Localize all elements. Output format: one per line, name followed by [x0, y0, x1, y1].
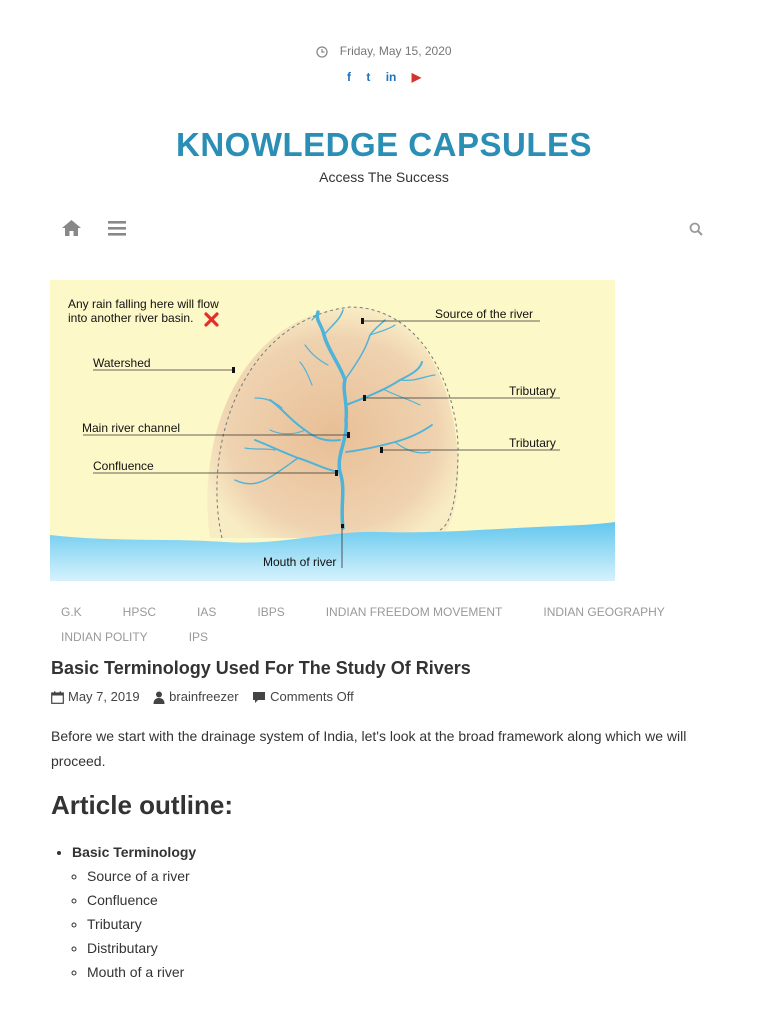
list-item: ◦ Confluence — [87, 888, 196, 912]
list-item — [72, 840, 196, 984]
hamburger-menu-icon[interactable] — [108, 221, 126, 236]
post-meta — [51, 689, 354, 704]
site-tagline: Access The Success — [319, 169, 449, 185]
user-icon — [153, 691, 165, 704]
label-watershed: Watershed — [93, 356, 151, 370]
current-date: Friday, May 15, 2020 — [339, 44, 452, 58]
label-confluence: Confluence — [93, 459, 154, 473]
label-source: Source of the river — [435, 307, 534, 321]
post-author[interactable]: brainfreezer — [169, 689, 239, 704]
clock-icon — [316, 46, 328, 58]
list-item: ◦ Mouth of a river — [87, 960, 196, 984]
category-tag[interactable]: HPSC — [122, 605, 157, 619]
search-icon[interactable] — [689, 222, 703, 236]
label-tributary-2: Tributary — [509, 436, 556, 450]
label-tributary-1: Tributary — [509, 384, 556, 398]
category-tag[interactable]: IAS — [197, 605, 217, 619]
category-tag[interactable]: G.K — [61, 605, 82, 619]
twitter-icon[interactable]: t — [366, 70, 371, 84]
category-tag[interactable]: IPS — [188, 630, 209, 644]
list-item: ◦ Distributary — [87, 936, 196, 960]
rain-note-line-2: into another river basin. — [68, 311, 194, 325]
outline-sublist — [72, 864, 196, 984]
facebook-icon[interactable]: f — [347, 70, 352, 84]
rain-note-line-1: Any rain falling here will flow — [68, 297, 219, 311]
list-item: ◦ Tributary — [87, 912, 196, 936]
comment-icon — [252, 691, 266, 704]
post-title[interactable]: Basic Terminology Used For The Study Of Rivers — [51, 658, 471, 678]
article-outline-list — [51, 840, 196, 984]
river-basin-diagram — [50, 280, 615, 581]
linkedin-icon[interactable]: in — [385, 70, 397, 84]
category-tag[interactable]: IBPS — [257, 605, 285, 619]
home-icon[interactable] — [61, 219, 82, 237]
category-tag[interactable]: INDIAN FREEDOM MOVEMENT — [325, 605, 503, 619]
category-tags — [51, 600, 731, 650]
youtube-icon[interactable]: ▶ — [411, 70, 421, 84]
category-tag[interactable]: INDIAN GEOGRAPHY — [543, 605, 665, 619]
article-outline-heading: Article outline: — [51, 790, 234, 820]
label-main-channel: Main river channel — [82, 421, 181, 435]
top-date-bar — [0, 44, 768, 58]
calendar-icon — [51, 691, 64, 704]
post-date[interactable]: May 7, 2019 — [68, 689, 140, 704]
outline-title: Basic Terminology — [72, 844, 197, 860]
post-comments: Comments Off — [270, 689, 354, 704]
category-tag[interactable]: INDIAN POLITY — [61, 630, 148, 644]
label-mouth: Mouth of river — [263, 555, 337, 569]
site-title[interactable]: KNOWLEDGE CAPSULES — [175, 126, 593, 163]
list-item: ◦ Source of a river — [87, 864, 196, 888]
post-intro: Before we start with the drainage system of India, let's look at the broad framework along which we will proceed. — [51, 728, 687, 769]
social-links — [0, 70, 768, 84]
